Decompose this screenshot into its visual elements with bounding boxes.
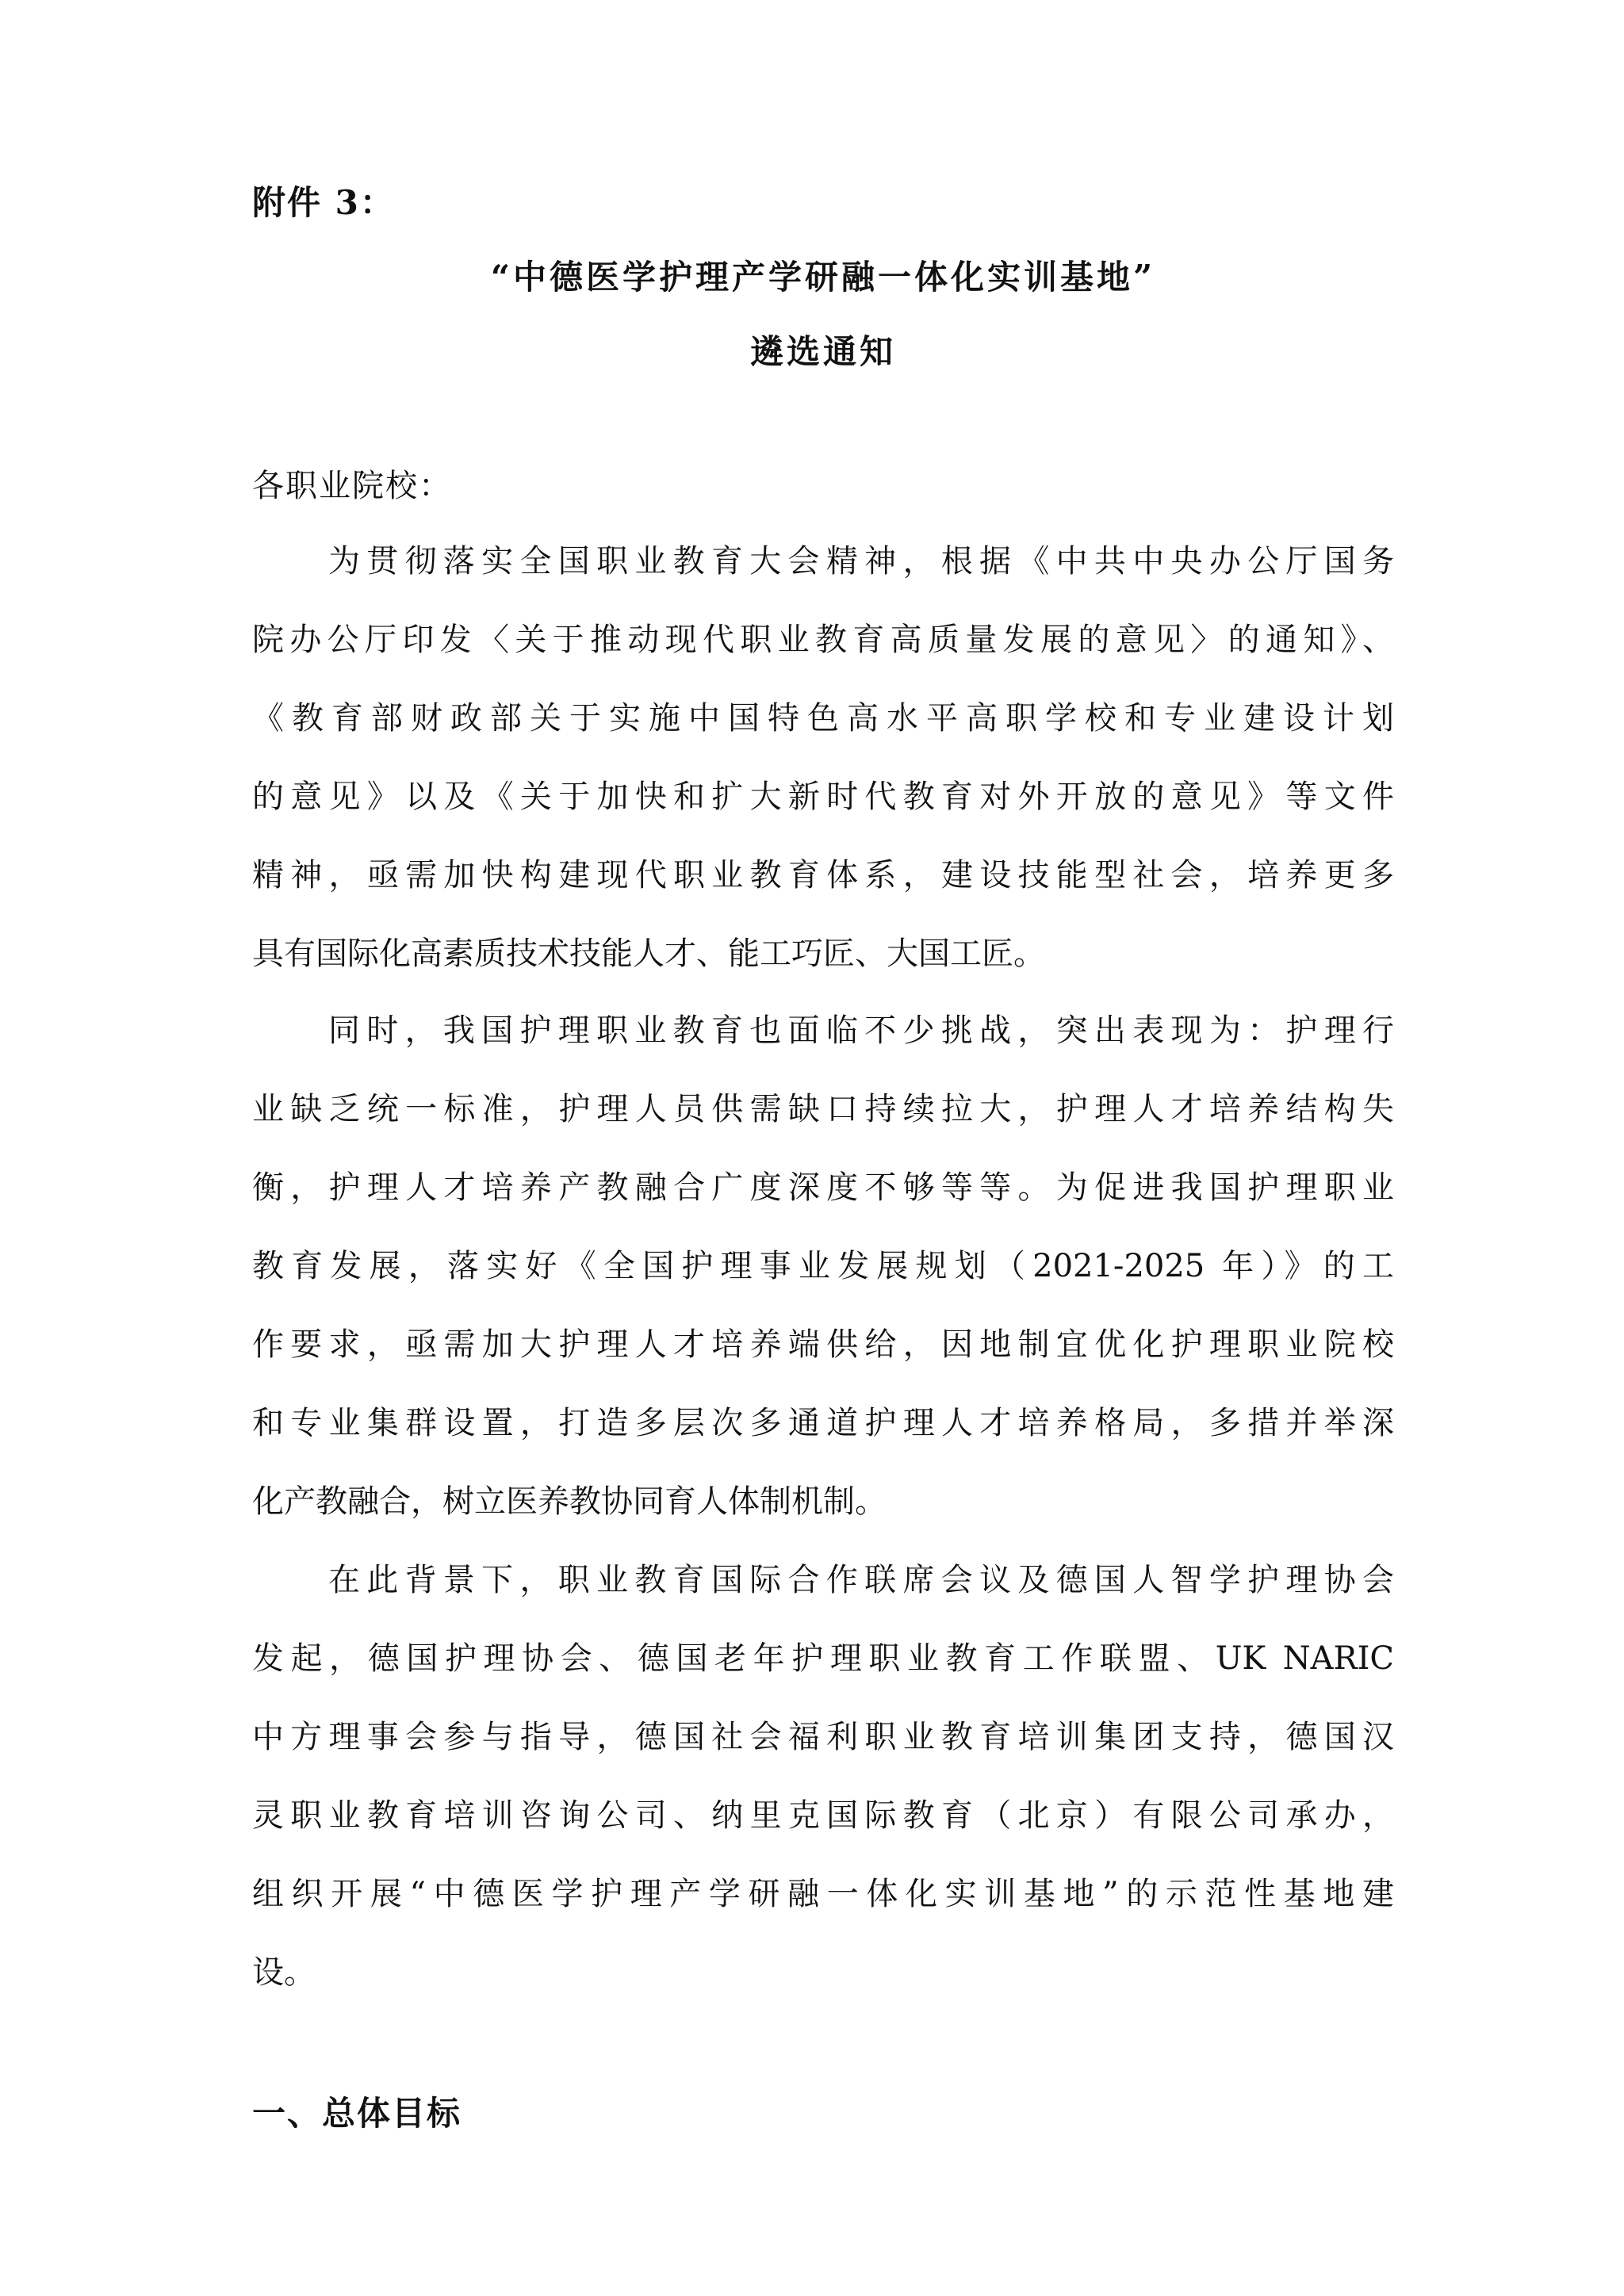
paragraph-line: 《教育部财政部关于实施中国特色高水平高职学校和专业建设计划 xyxy=(252,700,1394,737)
section-heading: 一、总体目标 xyxy=(252,2094,462,2133)
paragraph-1 xyxy=(252,539,1394,1010)
paragraph-line: 设。 xyxy=(252,1954,316,1991)
attachment-label: 附件 3： xyxy=(252,183,395,222)
paragraph-line: 精神，亟需加快构建现代职业教育体系，建设技能型社会，培养更多 xyxy=(252,857,1394,894)
paragraph-line: 发起，德国护理协会、德国老年护理职业教育工作联盟、UK NARIC xyxy=(252,1640,1394,1677)
paragraph-line: 为贯彻落实全国职业教育大会精神，根据《中共中央办公厅国务 xyxy=(328,543,1394,580)
paragraph-line: 具有国际化高素质技术技能人才、能工巧匠、大国工匠。 xyxy=(252,936,1045,972)
paragraph-line: 在此背景下，职业教育国际合作联席会议及德国人智学护理协会 xyxy=(328,1562,1394,1598)
paragraph-line: 灵职业教育培训咨询公司、纳里克国际教育（北京）有限公司承办， xyxy=(252,1797,1394,1834)
paragraph-line: 业缺乏统一标准，护理人员供需缺口持续拉大，护理人才培养结构失 xyxy=(252,1091,1394,1127)
paragraph-line: 同时，我国护理职业教育也面临不少挑战，突出表现为：护理行 xyxy=(328,1012,1394,1049)
paragraph-3 xyxy=(252,1558,1394,2029)
paragraph-line: 教育发展，落实好《全国护理事业发展规划（2021-2025 年）》的工 xyxy=(252,1248,1394,1284)
paragraph-line: 化产教融合，树立医养教协同育人体制机制。 xyxy=(252,1483,887,1520)
salutation: 各职业院校： xyxy=(252,468,452,504)
paragraph-line: 院办公厅印发〈关于推动现代职业教育高质量发展的意见〉的通知》、 xyxy=(252,622,1394,658)
paragraph-line: 中方理事会参与指导，德国社会福利职业教育培训集团支持，德国汉 xyxy=(252,1719,1394,1755)
paragraph-line: 衡，护理人才培养产教融合广度深度不够等等。为促进我国护理职业 xyxy=(252,1169,1394,1206)
document-subtitle: 遴选通知 xyxy=(749,332,896,371)
paragraph-line: 的意见》以及《关于加快和扩大新时代教育对外开放的意见》等文件 xyxy=(252,779,1394,815)
paragraph-2 xyxy=(252,1008,1394,1558)
document-title: “中德医学护理产学研融一体化实训基地” xyxy=(490,258,1156,297)
paragraph-line: 作要求，亟需加大护理人才培养端供给，因地制宜优化护理职业院校 xyxy=(252,1326,1394,1363)
paragraph-line: 组织开展“中德医学护理产学研融一体化实训基地”的示范性基地建 xyxy=(252,1876,1394,1912)
paragraph-line: 和专业集群设置，打造多层次多通道护理人才培养格局，多措并举深 xyxy=(252,1405,1394,1441)
